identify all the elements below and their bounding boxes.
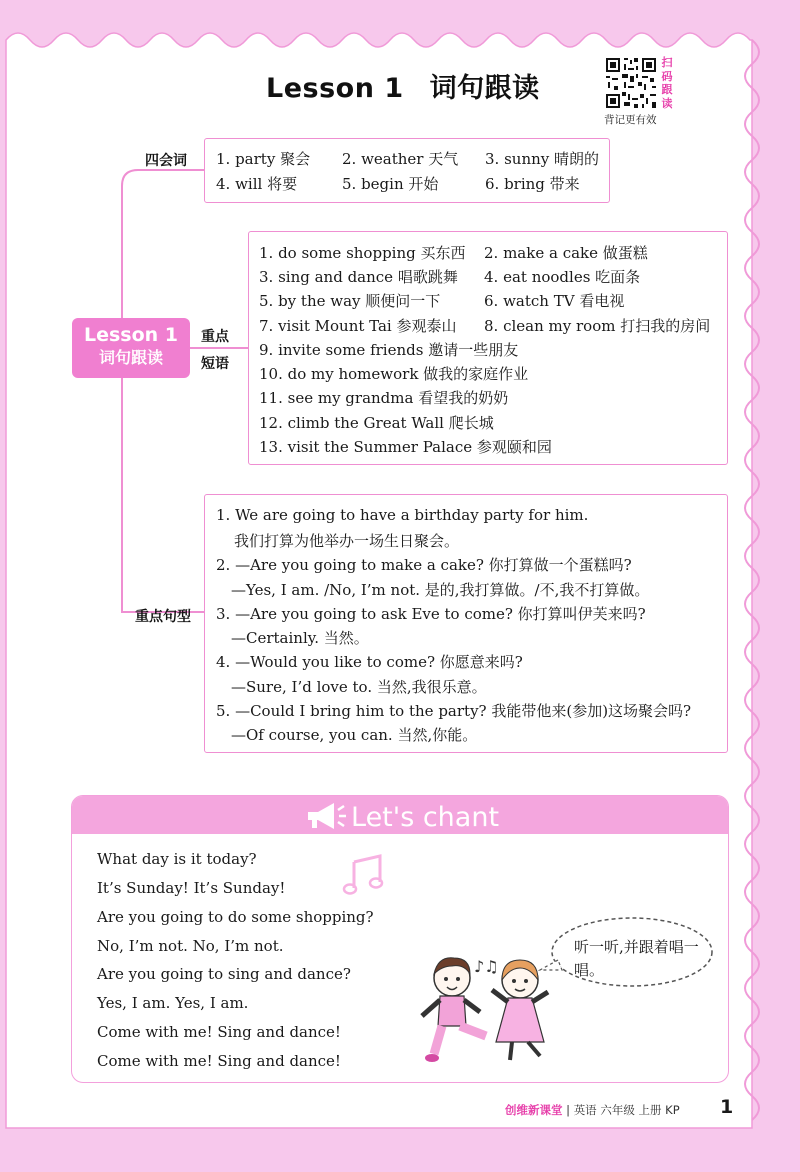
sentences-label: 重点句型 [135, 609, 191, 625]
phrase-item: 5. by the way 顺便问一下 [259, 292, 441, 310]
sentence-line: 2. —Are you going to make a cake? 你打算做一个蛋糕吗? [216, 556, 632, 574]
word-item: 1. party 聚会 [216, 150, 311, 168]
chant-line: No, I’m not. No, I’m not. [97, 937, 284, 955]
sentence-line: —Yes, I am. /No, I’m not. 是的,我打算做。/不,我不打算做。 [231, 581, 650, 599]
qr-side-label: 扫 码 跟 读 [661, 56, 673, 110]
chant-line: Come with me! Sing and dance! [97, 1052, 341, 1070]
sentence-line: 5. —Could I bring him to the party? 我能带他来(参加)这场聚会吗? [216, 702, 692, 720]
qr-caption: 背记更有效 [604, 114, 657, 126]
phrase-item: 12. climb the Great Wall 爬长城 [259, 414, 494, 432]
footer-book-info: 英语 六年级 上册 KP [573, 1103, 680, 1117]
speech-bubble-text: 听一听,并跟着唱一唱。 [574, 938, 699, 979]
sentence-line: —Of course, you can. 当然,你能。 [231, 726, 478, 744]
phrases-label-top: 重点 [201, 329, 229, 345]
chant-line: Are you going to sing and dance? [97, 965, 351, 983]
word-item: 6. bring 带来 [485, 175, 580, 193]
phrases-label-bottom: 短语 [201, 356, 229, 372]
phrase-item: 9. invite some friends 邀请一些朋友 [259, 341, 519, 359]
phrase-item: 6. watch TV 看电视 [484, 292, 625, 310]
phrase-item: 11. see my grandma 看望我的奶奶 [259, 389, 509, 407]
word-item: 3. sunny 晴朗的 [485, 150, 600, 168]
phrase-item: 3. sing and dance 唱歌跳舞 [259, 268, 458, 286]
page-title: Lesson 1 词句跟读 [266, 73, 540, 104]
sentence-line: —Sure, I’d love to. 当然,我很乐意。 [231, 678, 487, 696]
phrase-item: 13. visit the Summer Palace 参观颐和园 [259, 438, 552, 456]
phrase-item: 10. do my homework 做我的家庭作业 [259, 365, 529, 383]
sentence-line: 1. We are going to have a birthday party for him. [216, 506, 589, 524]
footer-brand: 创维新课堂 [505, 1103, 563, 1117]
music-note-icon [342, 852, 388, 896]
chant-line: Are you going to do some shopping? [97, 908, 374, 926]
chant-line: What day is it today? [97, 850, 257, 868]
chant-title: Let's chant [351, 802, 500, 833]
phrase-item: 4. eat noodles 吃面条 [484, 268, 641, 286]
page-number: 1 [720, 1096, 734, 1118]
chant-line: It’s Sunday! It’s Sunday! [97, 879, 286, 897]
phrase-item: 2. make a cake 做蛋糕 [484, 244, 648, 262]
sentence-line: 我们打算为他举办一场生日聚会。 [234, 532, 460, 550]
sentence-line: —Certainly. 当然。 [231, 629, 369, 647]
qr-code[interactable] [604, 56, 658, 110]
words-label: 四会词 [145, 153, 187, 169]
chant-line: Come with me! Sing and dance! [97, 1023, 341, 1041]
footer-info [505, 1102, 680, 1118]
lesson-core-node: Lesson 1 词句跟读 [72, 318, 190, 378]
sentence-line: 3. —Are you going to ask Eve to come? 你打算叫伊芙来吗? [216, 605, 646, 623]
phrase-item: 7. visit Mount Tai 参观泰山 [259, 317, 457, 335]
word-item: 5. begin 开始 [342, 175, 439, 193]
word-item: 4. will 将要 [216, 175, 298, 193]
megaphone-icon [304, 800, 348, 832]
phrase-item: 1. do some shopping 买东西 [259, 244, 466, 262]
footer-separator: | [566, 1103, 574, 1117]
chant-line: Yes, I am. Yes, I am. [97, 994, 249, 1012]
phrase-item: 8. clean my room 打扫我的房间 [484, 317, 711, 335]
sentence-line: 4. —Would you like to come? 你愿意来吗? [216, 653, 523, 671]
word-item: 2. weather 天气 [342, 150, 459, 168]
svg-text:♪♫: ♪♫ [474, 957, 499, 976]
